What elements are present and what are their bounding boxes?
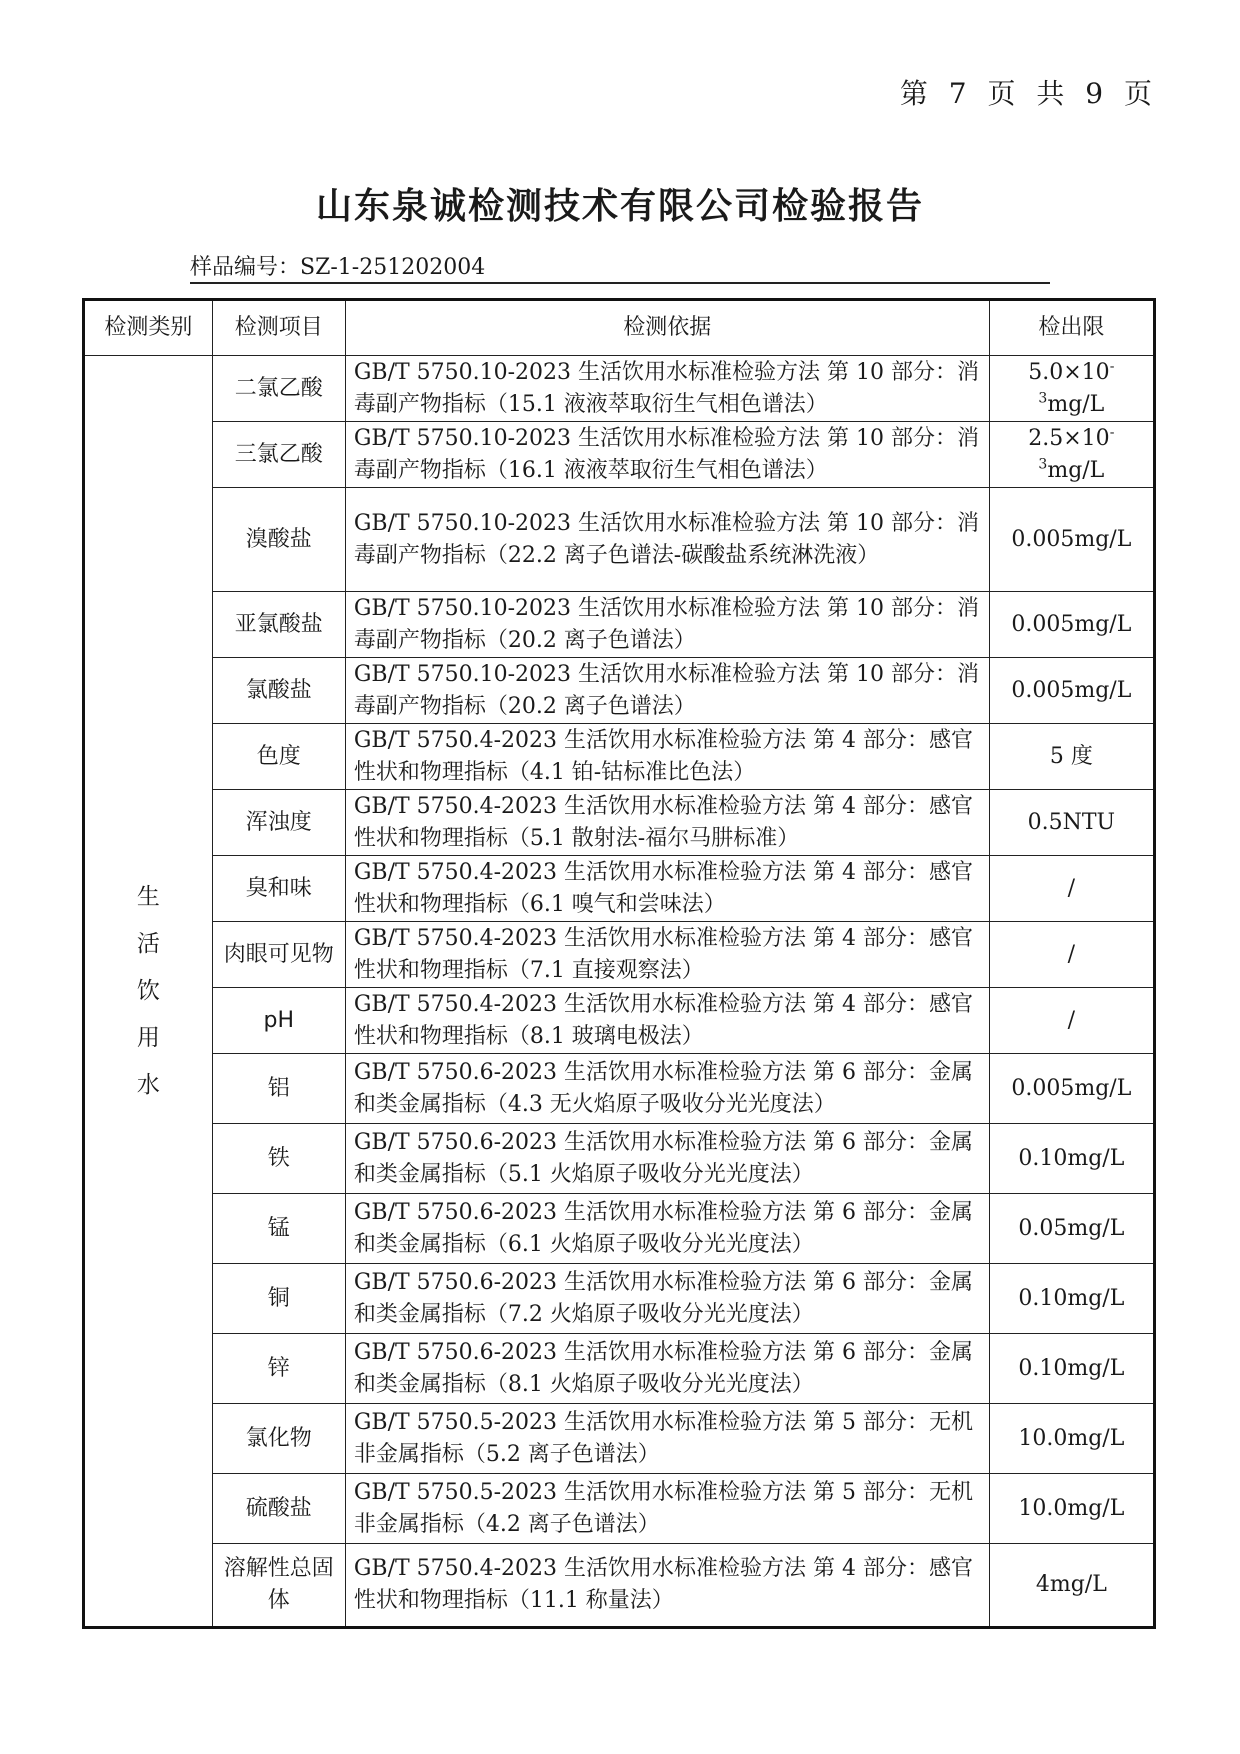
limit-value: 0.10mg/L [1018, 1355, 1125, 1381]
header-basis: 检测依据 [345, 300, 989, 356]
item-cell: 亚氯酸盐 [212, 592, 345, 658]
basis-cell: GB/T 5750.4-2023 生活饮用水标准检验方法 第 4 部分：感官性状和物理指标（4.1 铂-钴标准比色法） [345, 724, 989, 790]
limit-cell [989, 790, 1154, 856]
sample-number-label: 样品编号： [190, 255, 301, 280]
limit-value: 0.005mg/L [1011, 611, 1132, 637]
basis-cell: GB/T 5750.10-2023 生活饮用水标准检验方法 第 10 部分：消毒副产物指标（15.1 液液萃取衍生气相色谱法） [345, 356, 989, 422]
item-cell: 二氯乙酸 [212, 356, 345, 422]
limit-cell [989, 658, 1154, 724]
category-cell [84, 356, 213, 1628]
item-cell: 氯酸盐 [212, 658, 345, 724]
sample-number-value: SZ-1-251202004 [300, 255, 486, 280]
limit-unit: mg/L [1047, 391, 1105, 417]
basis-cell: GB/T 5750.4-2023 生活饮用水标准检验方法 第 4 部分：感官性状和物理指标（5.1 散射法-福尔马肼标准） [345, 790, 989, 856]
limit-cell [989, 1334, 1154, 1404]
item-cell: 铜 [212, 1264, 345, 1334]
basis-cell: GB/T 5750.6-2023 生活饮用水标准检验方法 第 6 部分：金属和类金属指标（5.1 火焰原子吸收分光光度法） [345, 1124, 989, 1194]
table-row [84, 1404, 1155, 1474]
limit-value: / [1067, 1007, 1076, 1033]
item-cell: 锌 [212, 1334, 345, 1404]
limit-cell [989, 1404, 1154, 1474]
item-cell: 肉眼可见物 [212, 922, 345, 988]
basis-cell: GB/T 5750.10-2023 生活饮用水标准检验方法 第 10 部分：消毒副产物指标（20.2 离子色谱法） [345, 592, 989, 658]
table-row [84, 988, 1155, 1054]
limit-value: 10.0mg/L [1018, 1495, 1125, 1521]
limit-cell [989, 988, 1154, 1054]
basis-cell: GB/T 5750.4-2023 生活饮用水标准检验方法 第 4 部分：感官性状和物理指标（8.1 玻璃电极法） [345, 988, 989, 1054]
table-row [84, 1124, 1155, 1194]
item-cell: 铝 [212, 1054, 345, 1124]
basis-cell: GB/T 5750.6-2023 生活饮用水标准检验方法 第 6 部分：金属和类金属指标（8.1 火焰原子吸收分光光度法） [345, 1334, 989, 1404]
limit-exponent: -3 [1038, 424, 1115, 473]
limit-cell [989, 488, 1154, 592]
table-header-row [84, 300, 1155, 356]
limit-cell [989, 1054, 1154, 1124]
limit-value: 5.0×10 [1028, 359, 1110, 385]
table-row [84, 1194, 1155, 1264]
limit-value: 0.005mg/L [1011, 1075, 1132, 1101]
item-cell: pH [212, 988, 345, 1054]
limit-value: / [1067, 875, 1076, 901]
limit-value: 0.5NTU [1027, 809, 1116, 835]
page-number: 第 7 页 共 9 页 [899, 77, 1158, 110]
limit-cell [989, 1194, 1154, 1264]
limit-cell [989, 1474, 1154, 1544]
item-cell: 锰 [212, 1194, 345, 1264]
limit-value: 10.0mg/L [1018, 1425, 1125, 1451]
basis-cell: GB/T 5750.10-2023 生活饮用水标准检验方法 第 10 部分：消毒副产物指标（16.1 液液萃取衍生气相色谱法） [345, 422, 989, 488]
limit-cell [989, 724, 1154, 790]
item-cell: 溴酸盐 [212, 488, 345, 592]
sample-number-line [190, 254, 1050, 284]
report-title: 山东泉诚检测技术有限公司检验报告 [315, 186, 924, 227]
header-category: 检测类别 [84, 300, 213, 356]
limit-cell [989, 1544, 1154, 1628]
item-cell: 铁 [212, 1124, 345, 1194]
table-row [84, 592, 1155, 658]
header-limit: 检出限 [989, 300, 1154, 356]
limit-cell [989, 422, 1154, 488]
limit-value: 2.5×10 [1028, 425, 1110, 451]
item-cell: 硫酸盐 [212, 1474, 345, 1544]
table-row [84, 922, 1155, 988]
basis-cell: GB/T 5750.4-2023 生活饮用水标准检验方法 第 4 部分：感官性状和物理指标（6.1 嗅气和尝味法） [345, 856, 989, 922]
category-text: 生活饮用水 [136, 883, 160, 1098]
table-row [84, 1054, 1155, 1124]
table-row [84, 1544, 1155, 1628]
table-row [84, 1264, 1155, 1334]
test-items-table [82, 298, 1156, 1629]
basis-cell: GB/T 5750.10-2023 生活饮用水标准检验方法 第 10 部分：消毒副产物指标（20.2 离子色谱法） [345, 658, 989, 724]
limit-cell [989, 922, 1154, 988]
basis-cell: GB/T 5750.4-2023 生活饮用水标准检验方法 第 4 部分：感官性状和物理指标（7.1 直接观察法） [345, 922, 989, 988]
table-row [84, 356, 1155, 422]
basis-cell: GB/T 5750.4-2023 生活饮用水标准检验方法 第 4 部分：感官性状和物理指标（11.1 称量法） [345, 1544, 989, 1628]
limit-cell [989, 856, 1154, 922]
basis-cell: GB/T 5750.10-2023 生活饮用水标准检验方法 第 10 部分：消毒副产物指标（22.2 离子色谱法-碳酸盐系统淋洗液） [345, 488, 989, 592]
basis-cell: GB/T 5750.5-2023 生活饮用水标准检验方法 第 5 部分：无机非金属指标（5.2 离子色谱法） [345, 1404, 989, 1474]
basis-cell: GB/T 5750.6-2023 生活饮用水标准检验方法 第 6 部分：金属和类金属指标（6.1 火焰原子吸收分光光度法） [345, 1194, 989, 1264]
table-row [84, 790, 1155, 856]
limit-value: 0.10mg/L [1018, 1145, 1125, 1171]
basis-cell: GB/T 5750.6-2023 生活饮用水标准检验方法 第 6 部分：金属和类金属指标（4.3 无火焰原子吸收分光光度法） [345, 1054, 989, 1124]
table-row [84, 856, 1155, 922]
table-row [84, 488, 1155, 592]
item-cell: 氯化物 [212, 1404, 345, 1474]
basis-cell: GB/T 5750.6-2023 生活饮用水标准检验方法 第 6 部分：金属和类金属指标（7.2 火焰原子吸收分光光度法） [345, 1264, 989, 1334]
limit-value: 0.005mg/L [1011, 526, 1132, 552]
limit-cell [989, 1264, 1154, 1334]
table-row [84, 658, 1155, 724]
limit-unit: mg/L [1047, 457, 1105, 483]
limit-cell [989, 356, 1154, 422]
limit-value: 0.005mg/L [1011, 677, 1132, 703]
limit-value: 5 度 [1049, 743, 1093, 769]
limit-value: / [1067, 941, 1076, 967]
table-row [84, 1474, 1155, 1544]
limit-exponent: -3 [1038, 358, 1115, 407]
limit-cell [989, 1124, 1154, 1194]
table-body [84, 356, 1155, 1628]
basis-cell: GB/T 5750.5-2023 生活饮用水标准检验方法 第 5 部分：无机非金属指标（4.2 离子色谱法） [345, 1474, 989, 1544]
table-row [84, 724, 1155, 790]
item-cell: 浑浊度 [212, 790, 345, 856]
limit-value: 0.10mg/L [1018, 1285, 1125, 1311]
table-row [84, 1334, 1155, 1404]
limit-cell [989, 592, 1154, 658]
header-item: 检测项目 [212, 300, 345, 356]
table-row [84, 422, 1155, 488]
limit-value: 0.05mg/L [1018, 1215, 1125, 1241]
limit-value: 4mg/L [1035, 1572, 1107, 1597]
item-cell: 三氯乙酸 [212, 422, 345, 488]
item-cell: 臭和味 [212, 856, 345, 922]
item-cell: 溶解性总固体 [212, 1544, 345, 1628]
item-cell: 色度 [212, 724, 345, 790]
